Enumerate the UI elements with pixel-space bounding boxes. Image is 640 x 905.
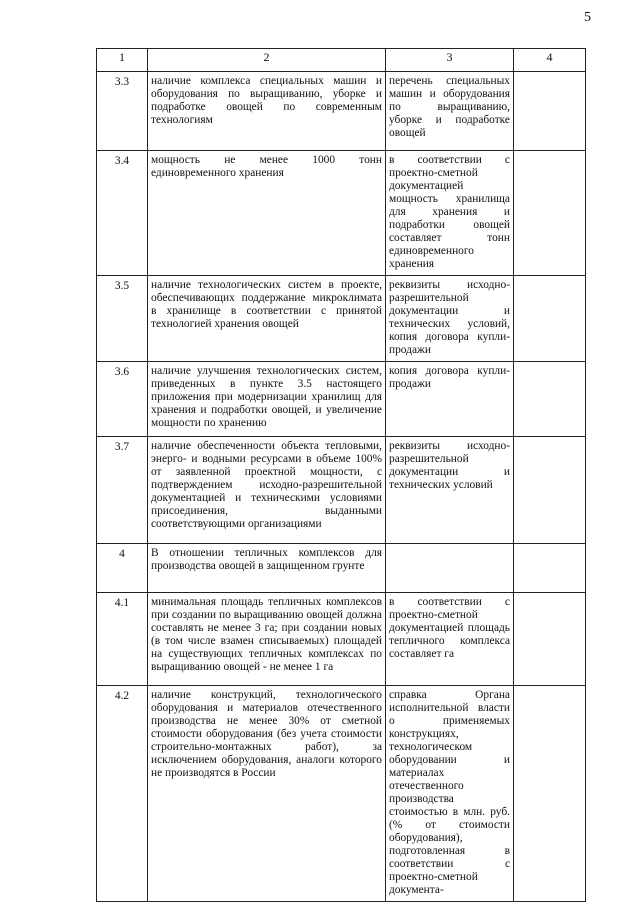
criterion-text: наличие конструкций, технологического оборудования и материалов отечественного производства не менее 30% от сметной стоимости оборудования (без учета стоимости строительно-монтажных работ), за исключением оборудования, аналоги которого не производятся в России bbox=[148, 686, 386, 902]
row-number: 3.6 bbox=[97, 362, 148, 437]
document-text: перечень специальных машин и оборудования по выращиванию, уборке и подработке овощей bbox=[386, 72, 514, 151]
table-row bbox=[97, 362, 586, 437]
criterion-text: В отношении тепличных комплексов для производства овощей в защищенном грунте bbox=[148, 544, 386, 593]
header-cell-2: 2 bbox=[148, 49, 386, 72]
header-cell-3: 3 bbox=[386, 49, 514, 72]
col4-cell bbox=[514, 437, 586, 544]
criterion-text: наличие обеспеченности объекта тепловыми, энерго- и водными ресурсами в объеме 100% от заявленной проектной мощности, с подтверждением исходно-разрешительной документацией и техническими условиями присоединения, выданными соответствующими организациями bbox=[148, 437, 386, 544]
row-number: 3.7 bbox=[97, 437, 148, 544]
header-cell-4: 4 bbox=[514, 49, 586, 72]
table-row bbox=[97, 686, 586, 902]
row-number: 3.5 bbox=[97, 276, 148, 362]
col4-cell bbox=[514, 276, 586, 362]
col4-cell bbox=[514, 686, 586, 902]
document-text bbox=[386, 544, 514, 593]
document-text: копия договора купли-продажи bbox=[386, 362, 514, 437]
table-row bbox=[97, 151, 586, 276]
document-text: реквизиты исходно-разрешительной документации и технических условий bbox=[386, 437, 514, 544]
col4-cell bbox=[514, 72, 586, 151]
criterion-text: наличие комплекса специальных машин и оборудования по выращиванию, уборке и подработке овощей по современным технологиям bbox=[148, 72, 386, 151]
criterion-text: наличие технологических систем в проекте, обеспечивающих поддержание микроклимата в хранилище в соответствии с принятой технологией хранения овощей bbox=[148, 276, 386, 362]
col4-cell bbox=[514, 362, 586, 437]
document-text: справка Органа исполнительной власти о применяемых конструкциях, технологическом оборудовании и материалах отечественного производства стоимостью в млн. руб. (% от стоимости оборудования), подготовленная в соответствии с проектно-сметной документа- bbox=[386, 686, 514, 902]
document-text: реквизиты исходно-разрешительной документации и технических условий, копия договора купли-продажи bbox=[386, 276, 514, 362]
row-number: 4 bbox=[97, 544, 148, 593]
table-row bbox=[97, 593, 586, 686]
table-header-row bbox=[97, 49, 586, 72]
row-number: 3.3 bbox=[97, 72, 148, 151]
row-number: 4.2 bbox=[97, 686, 148, 902]
page-number: 5 bbox=[584, 10, 591, 25]
criterion-text: минимальная площадь тепличных комплексов при создании по выращиванию овощей должна составлять не менее 3 га; при создании новых (в том числе взамен списываемых) площадей на существующих тепличных комплексах по выращиванию овощей - не менее 1 га bbox=[148, 593, 386, 686]
criterion-text: наличие улучшения технологических систем, приведенных в пункте 3.5 настоящего приложения при модернизации хранилищ для хранения и подработки овощей, и увеличение мощности по хранению bbox=[148, 362, 386, 437]
table-row bbox=[97, 72, 586, 151]
col4-cell bbox=[514, 544, 586, 593]
row-number: 4.1 bbox=[97, 593, 148, 686]
table-row bbox=[97, 276, 586, 362]
table-row bbox=[97, 437, 586, 544]
criteria-table bbox=[96, 48, 586, 902]
table-row bbox=[97, 544, 586, 593]
criterion-text: мощность не менее 1000 тонн единовременного хранения bbox=[148, 151, 386, 276]
col4-cell bbox=[514, 151, 586, 276]
header-cell-1: 1 bbox=[97, 49, 148, 72]
col4-cell bbox=[514, 593, 586, 686]
document-text: в соответствии с проектно-сметной документацией мощность хранилища для хранения и подработки овощей составляет тонн единовременного хранения bbox=[386, 151, 514, 276]
document-text: в соответствии с проектно-сметной документацией площадь тепличного комплекса составляет га bbox=[386, 593, 514, 686]
row-number: 3.4 bbox=[97, 151, 148, 276]
